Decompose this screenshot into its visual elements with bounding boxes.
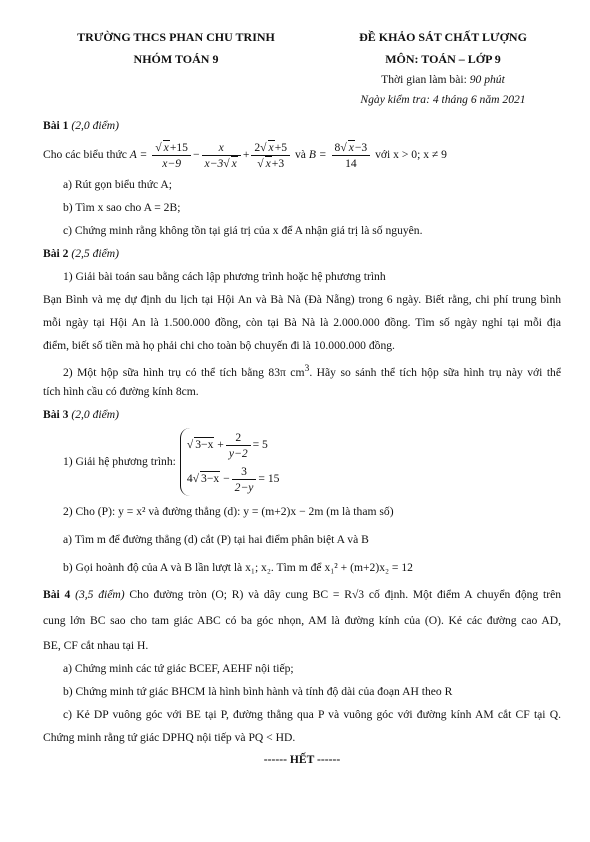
bai2-part1-line3: điểm, biết số tiền mà họ phải chi cho toàn bộ chuyến đi là 10.000.000 đồng. — [43, 339, 395, 352]
bai4-part-c-line2: Chứng minh rằng tứ giác DPHQ nội tiếp và PQ < HD. — [43, 731, 296, 744]
fraction: $\frac{x}{x-3√ x}$ — [202, 140, 241, 171]
exam-subject: MÔN: TOÁN – LỚP 9 — [385, 52, 501, 66]
bai3-part2-b: b) Gọi hoành độ của A và B lần lượt là x₁; x₂. Tìm m để x₁² + (m+2)x₂ = 12 — [63, 561, 413, 574]
equation-1: √ 3−x + $\frac{2}{y-2}$ = 5 — [186, 430, 268, 460]
bai1-part-b: b) Tìm x sao cho A = 2B; — [63, 201, 181, 214]
header-right — [330, 26, 556, 110]
bai3-part2: 2) Cho (P): y = x² và đường thẳng (d): y = (m+2)x − 2m (m là tham số) — [63, 505, 394, 518]
bai2-part1-line1: Bạn Bình và mẹ dự định du lịch tại Hội An và Bà Nà (Đà Nẵng) trong 6 ngày. Biết rằng, chi phí trung bình — [43, 293, 561, 306]
bai4-line2: cung lớn BC sao cho tam giác ABC có ba góc nhọn, AM là đường kính của (O). Kẻ các đường cao AD, — [43, 614, 561, 627]
exam-title: ĐỀ KHẢO SÁT CHẤT LƯỢNG — [359, 30, 527, 44]
bai4-part-c-line1: c) Kẻ DP vuông góc với BE tại P, đường thẳng qua P và vuông góc với đường kính AM cắt CF tại Q. — [63, 708, 561, 721]
bai1-part-a: a) Rút gọn biểu thức A; — [63, 178, 173, 191]
bai3-part2-a: a) Tìm m để đường thẳng (d) cắt (P) tại hai điểm phân biệt A và B — [63, 533, 369, 546]
bai4-line1: Bài 4 (3,5 điểm) Cho đường tròn (O; R) và dây cung BC = R√3 cố định. Một điểm A chuyển động trên — [43, 588, 562, 601]
group-name: NHÓM TOÁN 9 — [133, 52, 219, 66]
equation-2: 4 √ 3−x − $\frac{3}{2-y}$ = 15 — [186, 464, 280, 494]
fraction: $\frac{8√ x-3}{14}$ — [332, 140, 371, 171]
exam-date: Ngày kiểm tra: 4 tháng 6 năm 2021 — [360, 93, 526, 106]
bai4-line3: BE, CF cắt nhau tại H. — [43, 639, 149, 652]
fraction: $\frac{√ x+15}{x-9}$ — [152, 140, 191, 171]
bai4-part-b: b) Chứng minh tứ giác BHCM là hình bình hành và tính độ dài của đoạn AH theo R — [63, 685, 453, 698]
end-marker: ------ HẾT ------ — [263, 753, 341, 766]
header-left — [62, 26, 290, 70]
bai2-title: Bài 2 (2,5 điểm) — [43, 247, 120, 260]
bai3-title: Bài 3 (2,0 điểm) — [43, 408, 120, 421]
exam-content — [43, 114, 561, 767]
bai2-part1: 1) Giải bài toán sau bằng cách lập phương trình hoặc hệ phương trình — [63, 270, 386, 283]
school-name: TRƯỜNG THCS PHAN CHU TRINH — [77, 30, 275, 44]
bai3-system: 1) Giải hệ phương trình: √ 3−x + $\frac{2}{y-2}$ = 5 4 √ 3−x − $\frac{3}{2-y}$ = 15 — [43, 426, 561, 498]
equation-system — [180, 428, 280, 496]
bai1-title: Bài 1 (2,0 điểm) — [43, 119, 120, 132]
exam-time: Thời gian làm bài: 90 phút — [381, 73, 505, 86]
bai2-part2-line2: tích hình cầu có đường kính 8cm. — [43, 385, 199, 398]
bai1-expression: Cho các biểu thức A = $\frac{√ x+15}{x-9}$ − $\frac{x}{x-3√ x}$ + $\frac{2√ x+5}{√ x+3}$ và B = $\frac{8√ x-3}{14}$ với x > 0; x ≠ 9 — [43, 140, 447, 170]
bai2-part1-line2: mỗi ngày tại Hội An là 1.500.000 đồng, còn tại Bà Nà là 2.000.000 đồng. Tìm số ngày nghỉ tại mỗi địa — [43, 316, 561, 329]
bai2-part2-line1: 2) Một hộp sữa hình trụ có thể tích bằng 83π $cm^3$. Hãy so sánh thể tích hộp sữa hình trụ này với thể — [63, 363, 561, 379]
fraction: $\frac{2√ x+5}{√ x+3}$ — [251, 140, 290, 171]
bai4-part-a: a) Chứng minh các tứ giác BCEF, AEHF nội tiếp; — [63, 662, 294, 675]
bai1-part-c: c) Chứng minh rằng không tồn tại giá trị của x để A nhận giá trị là số nguyên. — [63, 224, 423, 237]
